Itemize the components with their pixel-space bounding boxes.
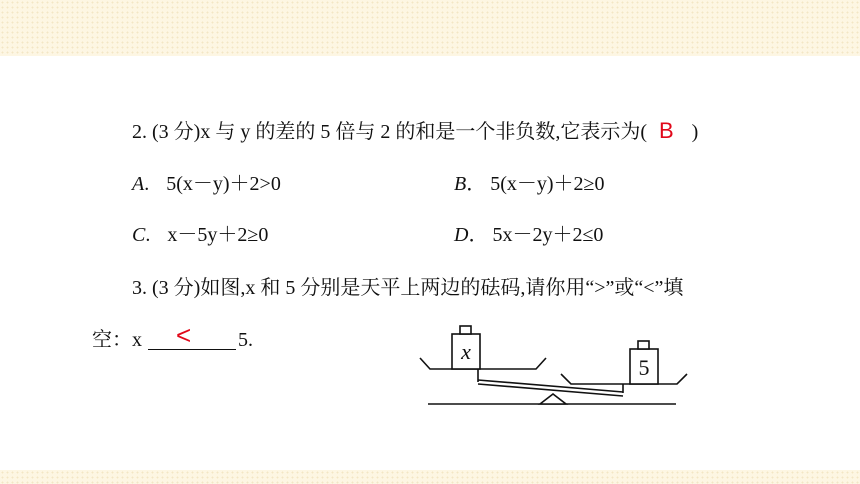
balance-scale-figure [418, 318, 698, 410]
option-a-sep: . [144, 173, 150, 195]
q3-stem-line [132, 275, 683, 301]
option-b-letter: B [454, 173, 467, 195]
option-b-text: 5(x－y)＋2≥0 [490, 173, 605, 195]
option-b-sep: ． [466, 173, 487, 195]
option-c-letter: C [132, 224, 146, 246]
q2-close-paren: ) [691, 121, 699, 143]
q3-answer-blank [148, 349, 236, 350]
fulcrum-icon [540, 394, 566, 404]
q2-stem: 2. (3 分)x 与 y 的差的 5 倍与 2 的和是一个非负数,它表示为( [132, 121, 647, 143]
right-pan-icon [561, 374, 687, 384]
q3-answer: < [176, 320, 192, 350]
option-a-letter: A [132, 173, 145, 195]
q3-stem: 3. (3 分)如图,x 和 5 分别是天平上两边的砝码,请你用“>”或“<”填 [132, 277, 684, 299]
q2-option-b [454, 171, 605, 197]
left-pan-icon [420, 358, 546, 369]
q2-answer: B [658, 118, 674, 143]
q3-blank-suffix: 5. [238, 329, 253, 351]
option-d-text: 5x－2y＋2≤0 [492, 224, 604, 246]
top-decorative-band [0, 0, 860, 56]
q2-option-d [454, 222, 603, 248]
option-c-text: x－5y＋2≥0 [167, 224, 269, 246]
bottom-decorative-band [0, 470, 860, 484]
option-a-text: 5(x－y)＋2>0 [166, 173, 281, 195]
q2-option-c [132, 222, 268, 248]
option-d-letter: D [454, 224, 469, 246]
option-c-sep: . [145, 224, 151, 246]
q3-blank-prefix: 空：x [92, 329, 142, 351]
option-d-sep: ． [468, 224, 489, 246]
left-weight-label: x [461, 339, 471, 364]
q2-stem-line [132, 118, 698, 145]
q2-option-a [132, 171, 281, 197]
right-weight-label: 5 [638, 355, 650, 380]
